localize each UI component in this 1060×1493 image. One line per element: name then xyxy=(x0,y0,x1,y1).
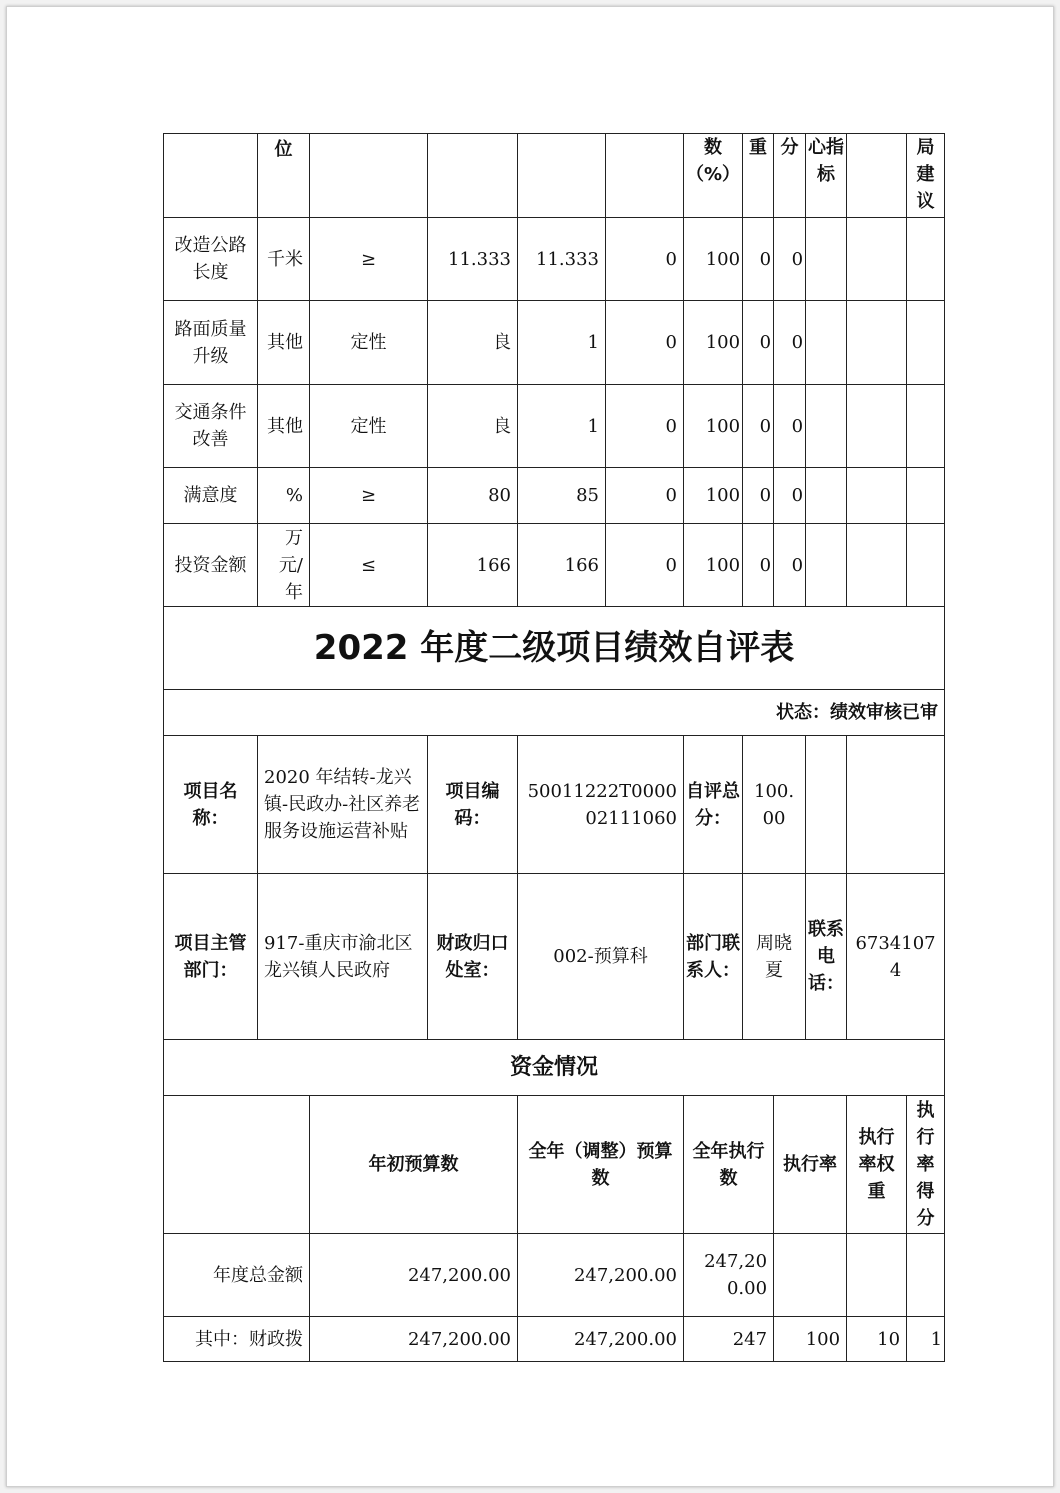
indicator-rate: 100 xyxy=(684,301,743,385)
indicator-target: 良 xyxy=(428,385,518,468)
department-label: 项目主管部门： xyxy=(164,874,258,1040)
indicator-row xyxy=(164,218,945,301)
indicator-core xyxy=(806,524,847,607)
indicator-target: 良 xyxy=(428,301,518,385)
indicator-rate: 100 xyxy=(684,524,743,607)
indicator-unit: % xyxy=(258,468,310,524)
funds-executed: 247 xyxy=(684,1317,774,1362)
indicator-name: 改造公路长度 xyxy=(164,218,258,301)
indicator-operator: ≥ xyxy=(310,218,428,301)
indicator-core xyxy=(806,468,847,524)
indicator-name: 路面质量升级 xyxy=(164,301,258,385)
indicator-suggestion xyxy=(907,218,945,301)
indicator-blank xyxy=(847,524,907,607)
indicator-score: 0 xyxy=(774,524,806,607)
header-cell xyxy=(428,134,518,218)
indicator-row xyxy=(164,524,945,607)
header-unit: 位 xyxy=(258,134,310,218)
indicator-weight: 0 xyxy=(743,468,774,524)
indicator-suggestion xyxy=(907,468,945,524)
project-code-label: 项目编码： xyxy=(428,736,518,874)
funds-adjusted: 247,200.00 xyxy=(518,1234,684,1317)
indicator-row xyxy=(164,468,945,524)
indicator-actual: 1 xyxy=(518,301,606,385)
finance-office-value: 002-预算科 xyxy=(518,874,684,1040)
indicator-unit: 其他 xyxy=(258,385,310,468)
department-value: 917-重庆市渝北区龙兴镇人民政府 xyxy=(258,874,428,1040)
performance-table xyxy=(163,133,945,1362)
funds-header-rate: 执行率 xyxy=(774,1096,847,1234)
header-bureau-suggestion: 局建议 xyxy=(907,134,945,218)
indicator-deviation: 0 xyxy=(606,301,684,385)
phone-value: 67341074 xyxy=(847,874,945,1040)
funds-adjusted: 247,200.00 xyxy=(518,1317,684,1362)
page-title: 2022 年度二级项目绩效自评表 xyxy=(164,607,945,690)
indicator-unit: 万元/年 xyxy=(258,524,310,607)
indicator-deviation: 0 xyxy=(606,524,684,607)
indicator-core xyxy=(806,218,847,301)
funds-header-adjusted: 全年（调整）预算数 xyxy=(518,1096,684,1234)
indicator-row xyxy=(164,301,945,385)
indicator-blank xyxy=(847,301,907,385)
project-row-2 xyxy=(164,874,945,1040)
funds-header-score: 执行率得分 xyxy=(907,1096,945,1234)
header-cell xyxy=(606,134,684,218)
funds-rate: 100 xyxy=(774,1317,847,1362)
funds-section-title: 资金情况 xyxy=(164,1040,945,1096)
blank-cell xyxy=(806,736,847,874)
indicator-blank xyxy=(847,468,907,524)
funds-initial: 247,200.00 xyxy=(310,1234,518,1317)
indicator-row xyxy=(164,385,945,468)
indicator-score: 0 xyxy=(774,301,806,385)
indicator-score: 0 xyxy=(774,385,806,468)
indicator-operator: 定性 xyxy=(310,301,428,385)
header-cell xyxy=(164,134,258,218)
indicator-target: 166 xyxy=(428,524,518,607)
indicator-score: 0 xyxy=(774,468,806,524)
indicator-core xyxy=(806,385,847,468)
funds-row-label: 年度总金额 xyxy=(164,1234,310,1317)
indicator-actual: 85 xyxy=(518,468,606,524)
header-cell xyxy=(518,134,606,218)
status-text: 状态：绩效审核已审 xyxy=(164,690,945,736)
header-core-indicator: 心指标 xyxy=(806,134,847,218)
indicator-deviation: 0 xyxy=(606,218,684,301)
phone-label: 联系电话： xyxy=(806,874,847,1040)
indicator-weight: 0 xyxy=(743,301,774,385)
project-code-value: 50011222T000002111060 xyxy=(518,736,684,874)
title-row xyxy=(164,607,945,690)
indicator-actual: 11.333 xyxy=(518,218,606,301)
indicator-suggestion xyxy=(907,524,945,607)
indicator-core xyxy=(806,301,847,385)
status-row xyxy=(164,690,945,736)
indicator-header-row xyxy=(164,134,945,218)
funds-section-row xyxy=(164,1040,945,1096)
indicator-deviation: 0 xyxy=(606,468,684,524)
header-score: 分 xyxy=(774,134,806,218)
indicator-suggestion xyxy=(907,301,945,385)
header-cell xyxy=(310,134,428,218)
header-rate: 数（%） xyxy=(684,134,743,218)
indicator-name: 交通条件改善 xyxy=(164,385,258,468)
funds-weight xyxy=(847,1234,907,1317)
indicator-name: 投资金额 xyxy=(164,524,258,607)
indicator-operator: ≤ xyxy=(310,524,428,607)
contact-person-value: 周晓夏 xyxy=(743,874,806,1040)
indicator-operator: 定性 xyxy=(310,385,428,468)
blank-cell xyxy=(847,736,945,874)
indicator-actual: 166 xyxy=(518,524,606,607)
funds-header-blank xyxy=(164,1096,310,1234)
indicator-operator: ≥ xyxy=(310,468,428,524)
funds-weight: 10 xyxy=(847,1317,907,1362)
funds-score: 1 xyxy=(907,1317,945,1362)
funds-header-executed: 全年执行数 xyxy=(684,1096,774,1234)
funds-row xyxy=(164,1234,945,1317)
indicator-rate: 100 xyxy=(684,468,743,524)
funds-row-label: 其中：财政拨 xyxy=(164,1317,310,1362)
indicator-deviation: 0 xyxy=(606,385,684,468)
indicator-weight: 0 xyxy=(743,524,774,607)
indicator-score: 0 xyxy=(774,218,806,301)
project-row-1 xyxy=(164,736,945,874)
indicator-blank xyxy=(847,385,907,468)
header-cell xyxy=(847,134,907,218)
funds-header-weight: 执行率权重 xyxy=(847,1096,907,1234)
funds-score xyxy=(907,1234,945,1317)
indicator-rate: 100 xyxy=(684,385,743,468)
project-name-value: 2020 年结转-龙兴镇-民政办-社区养老服务设施运营补贴 xyxy=(258,736,428,874)
self-score-label: 自评总分： xyxy=(684,736,743,874)
indicator-unit: 千米 xyxy=(258,218,310,301)
contact-person-label: 部门联系人： xyxy=(684,874,743,1040)
self-score-value: 100.00 xyxy=(743,736,806,874)
indicator-rate: 100 xyxy=(684,218,743,301)
funds-row xyxy=(164,1317,945,1362)
funds-rate xyxy=(774,1234,847,1317)
header-weight: 重 xyxy=(743,134,774,218)
indicator-target: 80 xyxy=(428,468,518,524)
funds-executed: 247,200.00 xyxy=(684,1234,774,1317)
project-name-label: 项目名称： xyxy=(164,736,258,874)
indicator-blank xyxy=(847,218,907,301)
indicator-target: 11.333 xyxy=(428,218,518,301)
funds-initial: 247,200.00 xyxy=(310,1317,518,1362)
indicator-name: 满意度 xyxy=(164,468,258,524)
finance-office-label: 财政归口处室： xyxy=(428,874,518,1040)
indicator-weight: 0 xyxy=(743,218,774,301)
indicator-weight: 0 xyxy=(743,385,774,468)
funds-header-initial: 年初预算数 xyxy=(310,1096,518,1234)
funds-header-row xyxy=(164,1096,945,1234)
indicator-actual: 1 xyxy=(518,385,606,468)
indicator-suggestion xyxy=(907,385,945,468)
indicator-unit: 其他 xyxy=(258,301,310,385)
